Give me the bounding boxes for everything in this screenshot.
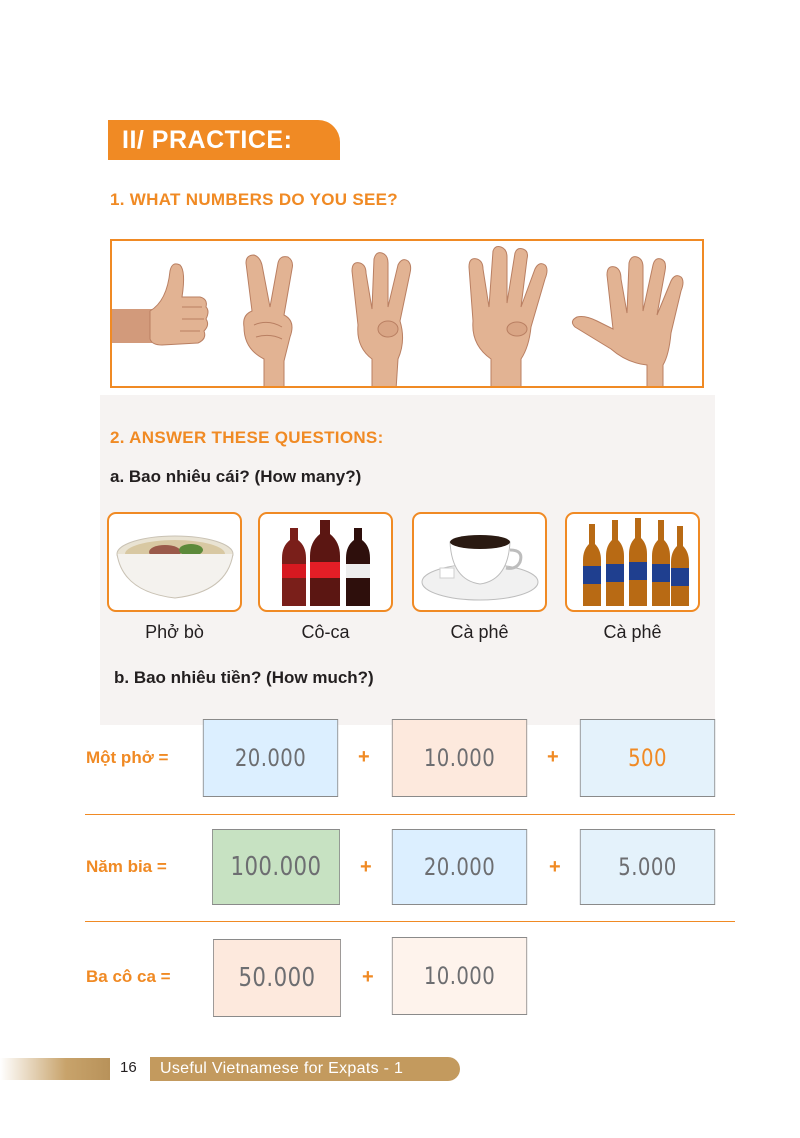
question-2b: b. Bao nhiêu tiền? (How much?) — [114, 668, 374, 687]
thumbs-up-hand-icon — [112, 241, 222, 388]
page-number: 16 — [120, 1059, 137, 1076]
banknote: 10.000 — [392, 937, 527, 1015]
hands-image-strip — [110, 239, 704, 388]
item-caption: Phở bò — [145, 622, 204, 642]
question-2-heading: 2. ANSWER THESE QUESTIONS: — [110, 428, 384, 447]
footer-title-tab — [150, 1057, 460, 1081]
money-row-label: Năm bia = — [86, 857, 167, 876]
item-caption: Cà phê — [450, 622, 509, 642]
item-caption: Cà phê — [603, 622, 662, 642]
coca-cola-bottles-icon — [260, 514, 391, 610]
section-title: II/ PRACTICE: — [122, 126, 293, 154]
plus-sign: + — [547, 746, 559, 768]
item-caption: Cô-ca — [301, 622, 350, 642]
divider — [85, 921, 735, 922]
two-fingers-hand-icon — [224, 241, 314, 388]
question-2a: a. Bao nhiêu cái? (How many?) — [110, 467, 362, 486]
banknote: 5.000 — [580, 829, 715, 905]
item-card-coffee — [412, 512, 547, 612]
plus-sign: + — [358, 746, 370, 768]
item-card-coca — [258, 512, 393, 612]
item-card-pho — [107, 512, 242, 612]
pho-bowl-icon — [109, 514, 240, 610]
banknote: 100.000 — [212, 829, 340, 905]
money-row-label: Ba cô ca = — [86, 967, 171, 986]
book-title: Useful Vietnamese for Expats - 1 — [160, 1060, 404, 1077]
banknote: 50.000 — [213, 939, 341, 1017]
five-fingers-hand-icon — [567, 241, 702, 388]
divider — [85, 814, 735, 815]
section-header — [108, 120, 340, 160]
beer-bottles-icon — [567, 514, 698, 610]
coffee-cup-icon — [414, 514, 545, 610]
question-1-heading: 1. WHAT NUMBERS DO YOU SEE? — [110, 190, 398, 209]
plus-sign: + — [549, 856, 561, 878]
plus-sign: + — [360, 856, 372, 878]
money-row-label: Một phở = — [86, 748, 169, 767]
four-fingers-hand-icon — [457, 241, 557, 388]
plus-sign: + — [362, 966, 374, 988]
banknote: 10.000 — [392, 719, 527, 797]
three-fingers-hand-icon — [342, 241, 422, 388]
banknote: 20.000 — [203, 719, 338, 797]
item-card-beer — [565, 512, 700, 612]
banknote: 20.000 — [392, 829, 527, 905]
banknote: 500 — [580, 719, 715, 797]
footer-bar — [0, 1058, 110, 1080]
